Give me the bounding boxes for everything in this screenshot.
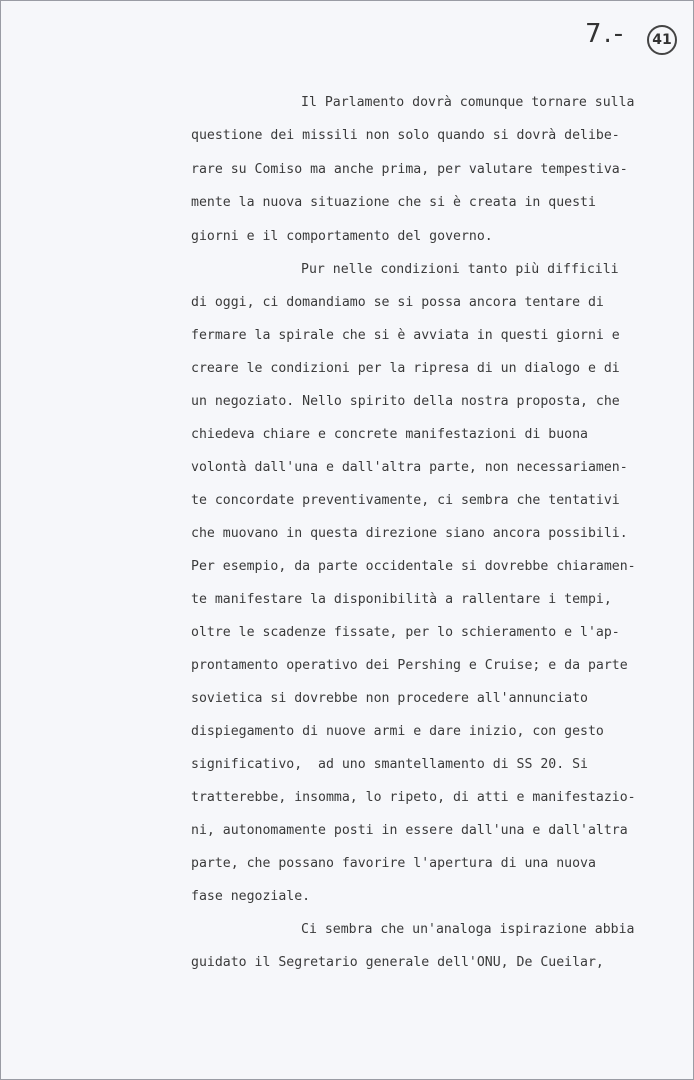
- text-line: volontà dall'una e dall'altra parte, non necessariamen-: [191, 460, 628, 475]
- text-line: Il Parlamento dovrà comunque tornare sulla: [301, 95, 635, 110]
- text-line: significativo, ad uno smantellamento di SS 20. Si: [191, 757, 588, 772]
- text-line: ni, autonomamente posti in essere dall'una e dall'altra: [191, 823, 628, 838]
- text-line: che muovano in questa direzione siano ancora possibili.: [191, 526, 628, 541]
- text-line: Pur nelle condizioni tanto più difficili: [301, 262, 619, 277]
- text-line: dispiegamento di nuove armi e dare inizio, con gesto: [191, 724, 604, 739]
- text-line: giorni e il comportamento del governo.: [191, 229, 493, 244]
- text-line: mente la nuova situazione che si è creata in questi: [191, 195, 596, 210]
- text-line: fase negoziale.: [191, 889, 311, 904]
- text-line: te concordate preventivamente, ci sembra che tentativi: [191, 493, 620, 508]
- text-line: prontamento operativo dei Pershing e Cruise; e da parte: [191, 658, 628, 673]
- text-line: chiedeva chiare e concrete manifestazioni di buona: [191, 427, 588, 442]
- page-stamp: 41: [647, 25, 677, 55]
- text-line: un negoziato. Nello spirito della nostra proposta, che: [191, 394, 620, 409]
- text-line: fermare la spirale che si è avviata in questi giorni e: [191, 328, 620, 343]
- text-line: rare su Comiso ma anche prima, per valutare tempestiva-: [191, 162, 628, 177]
- text-line: te manifestare la disponibilità a rallentare i tempi,: [191, 592, 612, 607]
- page-number: 7.-: [585, 19, 626, 49]
- text-line: Per esempio, da parte occidentale si dovrebbe chiaramen-: [191, 559, 636, 574]
- text-line: di oggi, ci domandiamo se si possa ancora tentare di: [191, 295, 604, 310]
- text-line: oltre le scadenze fissate, per lo schieramento e l'ap-: [191, 625, 620, 640]
- text-line: sovietica si dovrebbe non procedere all'annunciato: [191, 691, 588, 706]
- text-line: guidato il Segretario generale dell'ONU, De Cueilar,: [191, 955, 604, 970]
- text-line: parte, che possano favorire l'apertura di una nuova: [191, 856, 596, 871]
- text-line: creare le condizioni per la ripresa di un dialogo e di: [191, 361, 620, 376]
- text-line: Ci sembra che un'analoga ispirazione abbia: [301, 922, 635, 937]
- text-line: questione dei missili non solo quando si dovrà delibe-: [191, 128, 620, 143]
- text-line: tratterebbe, insomma, lo ripeto, di atti e manifestazio-: [191, 790, 636, 805]
